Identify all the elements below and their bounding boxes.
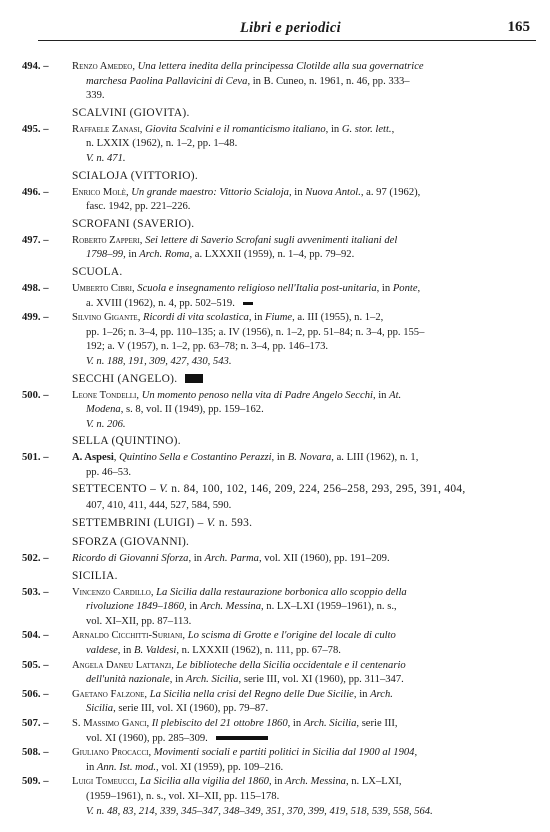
text-segment: , s. 8, vol. II (1949), pp. 159–162. [120, 404, 264, 416]
text-segment: Giovita Scalvini e il romanticismo italiano [145, 123, 326, 135]
text-segment: Lo scisma di Grotte e l'origine del locale di culto [187, 630, 396, 642]
entry-continuation [0, 297, 550, 312]
section-heading [0, 263, 550, 282]
running-title: Libri e periodici [240, 20, 341, 36]
text-segment: Sicilia [86, 703, 114, 715]
entry-number: 498. – [22, 282, 49, 294]
cross-reference [0, 418, 550, 433]
text-segment: , in [169, 674, 186, 686]
text-segment: Il plebiscito del 21 ottobre 1860 [151, 718, 288, 729]
entry-continuation [0, 200, 550, 215]
text-segment: n. 84, 100, 102, 146, 209, 224, 256–258, 293, 295, 391, 404, [168, 483, 466, 496]
entry-line [0, 717, 550, 732]
text-segment: SETTECENTO – [72, 483, 160, 496]
entry-number: 494. – [22, 61, 49, 72]
text-segment: Vincenzo Cardillo [72, 586, 151, 598]
entry-number: 502. – [22, 553, 49, 565]
text-segment: SCUOLA. [72, 265, 123, 278]
entry-continuation [0, 466, 550, 481]
entry-line [0, 389, 550, 404]
entry-line [0, 186, 550, 201]
text-segment: SETTEMBRINI (LUIGI) – [72, 517, 207, 530]
entry-line [0, 629, 550, 644]
text-segment: , serie III, vol. XI (1960), pp. 79–87. [113, 703, 269, 715]
text-segment: Arch. [370, 688, 393, 700]
text-segment: Un momento penoso nella vita di Padre Angelo Secchi [141, 389, 373, 401]
text-segment: , in [287, 718, 304, 729]
text-segment: La Sicilia nella crisi del Regno delle Due Sicilie [149, 688, 354, 700]
text-segment: Modena [86, 404, 121, 416]
text-segment: 339. [86, 90, 105, 102]
entry-line [0, 688, 550, 703]
ink-blot [216, 736, 268, 740]
text-segment: Arch. Parma [204, 553, 259, 565]
entry-continuation [0, 790, 550, 805]
text-segment: , serie III, [356, 718, 398, 729]
section-heading [0, 533, 550, 552]
text-segment: V. n. 206. [86, 418, 126, 430]
text-segment: , in [117, 645, 134, 657]
text-segment: pp. 1–26; n. 3–4, pp. 110–135; a. IV (1956), n. 1–2, pp. 51–84; n. 3–4, pp. 155– [86, 326, 425, 338]
text-segment: Arch. Roma [139, 249, 190, 261]
text-segment: La Sicilia dalla restaurazione borbonica allo scoppio della [156, 586, 407, 598]
entry-continuation [0, 615, 550, 630]
cross-reference [0, 152, 550, 167]
text-segment: Quintino Sella e Costantino Perazzi [119, 452, 272, 464]
text-segment: , in [184, 601, 201, 613]
text-segment: , n. LX–LXI (1959–1961), n. s., [261, 601, 397, 613]
entry-number: 504. – [22, 630, 49, 642]
text-segment: B. Novara [287, 452, 332, 464]
cross-reference [0, 355, 550, 370]
text-segment: a. XVIII (1962), n. 4, pp. 502–519. [86, 297, 235, 309]
text-segment: Silvino Gigante [72, 312, 138, 324]
text-segment: , serie III, vol. XI (1960), pp. 311–347. [238, 674, 404, 686]
entry-continuation [0, 702, 550, 717]
entry-continuation [0, 644, 550, 659]
text-segment: , a. 97 (1962), [360, 186, 421, 198]
bibliography-list [0, 60, 550, 819]
text-segment: , [134, 776, 140, 788]
text-segment: 1798–99 [86, 249, 124, 261]
text-segment: Giuliano Procacci [72, 747, 149, 759]
section-heading [0, 215, 550, 234]
text-segment: dell'unità nazionale [86, 674, 170, 686]
page-number: 165 [507, 19, 530, 35]
text-segment: Renzo Amedeo [72, 61, 133, 72]
text-segment: Ricordo di Giovanni Sforza [72, 553, 189, 565]
text-segment: A. Aspesi [72, 452, 114, 464]
text-segment: , [137, 312, 143, 324]
entry-continuation [0, 761, 550, 776]
text-segment: , in [325, 123, 342, 135]
text-segment: SECCHI (ANGELO). [72, 372, 178, 385]
entry-continuation [0, 600, 550, 615]
entry-continuation [0, 673, 550, 688]
section-heading [0, 432, 550, 451]
text-segment: B. Valdesi [133, 645, 177, 657]
text-segment: , in [372, 389, 390, 401]
text-segment: Nuova Antol. [305, 186, 361, 198]
text-segment: Luigi Tomeucci [72, 776, 135, 788]
text-segment: , n. LX–LXI, [345, 776, 402, 788]
text-segment: , [132, 61, 138, 72]
cross-reference [0, 805, 550, 820]
entry-number: 506. – [22, 688, 49, 700]
text-segment: Arch. Sicilia [303, 718, 357, 729]
text-segment: , in [268, 776, 286, 788]
entry-line [0, 552, 550, 567]
text-segment: , [391, 123, 395, 135]
text-segment: vol. XI–XII, pp. 87–113. [86, 615, 192, 627]
text-segment: , in [248, 312, 266, 324]
entry-number: 501. – [22, 452, 49, 464]
entry-continuation [0, 403, 550, 418]
text-segment: Gaetano Falzone [72, 688, 145, 700]
text-segment: Fiume [265, 312, 293, 324]
text-segment: , [139, 234, 146, 246]
entry-number: 500. – [22, 389, 49, 401]
text-segment: SCIALOJA (VITTORIO). [72, 169, 199, 182]
entry-line [0, 282, 550, 297]
text-segment: SCALVINI (GIOVITA). [72, 106, 190, 119]
entry-continuation [0, 326, 550, 341]
text-segment: (1959–1961), n. s., vol. XI–XII, pp. 115–178. [86, 790, 280, 802]
text-segment: Leone Tondelli [72, 389, 137, 401]
entry-continuation [0, 248, 550, 263]
text-segment: n. LXXIX (1962), n. 1–2, pp. 1–48. [86, 138, 238, 150]
text-segment: , a. LIII (1962), n. 1, [331, 452, 419, 464]
text-segment: Sei lettere di Saverio Scrofani sugli avvenimenti italiani del [145, 234, 398, 246]
entry-number: 508. – [22, 747, 49, 759]
entry-continuation [0, 732, 550, 747]
entry-line [0, 746, 550, 761]
text-segment: Angela Daneu Lattanzi [72, 659, 172, 671]
section-heading [0, 567, 550, 586]
entry-continuation [0, 89, 550, 104]
text-segment: , in [188, 553, 205, 565]
section-heading [0, 514, 550, 533]
text-segment: At. [389, 389, 402, 401]
text-segment: , in [123, 249, 140, 261]
text-segment: , a. LXXXII (1959), n. 1–4, pp. 79–92. [189, 249, 355, 261]
text-segment: SICILIA. [72, 569, 118, 582]
text-segment: Una lettera inedita della principessa Clotilde alla sua governatrice [137, 61, 424, 72]
text-segment: , [139, 123, 146, 135]
text-segment: , a. III (1955), n. 1–2, [292, 312, 384, 324]
text-segment: V. n. 48, 83, 214, 339, 345–347, 348–349, 351, 370, 399, 419, 518, 539, 558, 564. [86, 805, 433, 817]
text-segment: n. 593. [215, 517, 253, 530]
text-segment: , n. LXXXII (1962), n. 111, pp. 67–78. [176, 645, 341, 657]
text-segment: Arch. Messina [200, 601, 261, 613]
text-segment: Un grande maestro: Vittorio Scialoja [131, 186, 289, 198]
text-segment: S. Massimo Ganci [72, 718, 147, 729]
section-heading [0, 480, 550, 499]
entry-number: 496. – [22, 186, 49, 198]
text-segment: Enrico Molè [72, 186, 126, 198]
text-segment: V. [159, 483, 169, 496]
text-segment: V. [206, 517, 216, 530]
text-segment: Arch. Sicilia [185, 674, 239, 686]
entry-line [0, 60, 550, 75]
section-heading [0, 167, 550, 186]
running-header [38, 16, 536, 41]
text-segment: , [148, 747, 154, 759]
text-segment: , [150, 586, 157, 598]
text-segment: valdese [86, 645, 118, 657]
text-segment: Ponte [392, 282, 418, 294]
text-segment: , in [271, 452, 288, 464]
text-segment: , [132, 282, 138, 294]
text-segment: fasc. 1942, pp. 221–226. [86, 201, 191, 213]
entry-number: 509. – [22, 776, 49, 788]
entry-number: 507. – [22, 718, 49, 729]
entry-line [0, 451, 550, 466]
text-segment: , [144, 688, 150, 700]
text-segment: , in [353, 688, 371, 700]
text-segment: , [182, 630, 188, 642]
text-segment: , [414, 747, 418, 759]
text-segment: in [86, 761, 97, 773]
text-segment: Arnaldo Cicchitti-Suriani [72, 630, 183, 642]
entry-number: 495. – [22, 123, 49, 135]
ink-blot [243, 302, 253, 305]
text-segment: Raffaele Zanasi [72, 123, 140, 135]
ink-blot [185, 374, 203, 383]
text-segment: V. n. 471. [86, 152, 126, 164]
entry-line [0, 775, 550, 790]
text-segment: Le biblioteche della Sicilia occidentale e il centenario [176, 659, 406, 671]
text-segment: Umberto Cibri [72, 282, 132, 294]
text-segment: G. stor. lett. [341, 123, 392, 135]
text-segment: , in [288, 186, 306, 198]
text-segment: Ricordi di vita scolastica [143, 312, 249, 324]
entry-continuation [0, 340, 550, 355]
section-heading [0, 370, 550, 389]
text-segment: , [171, 659, 177, 671]
entry-number: 505. – [22, 659, 49, 671]
text-segment: La Sicilia alla vigilia del 1860 [139, 776, 269, 788]
text-segment: Movimenti sociali e partiti politici in Sicilia dal 1900 al 1904 [153, 747, 415, 759]
entry-line [0, 311, 550, 326]
text-segment: 192; a. V (1957), n. 1–2, pp. 63–78; n. 3–4, pp. 146–173. [86, 341, 329, 353]
text-segment: , in B. Cuneo, n. 1961, n. 46, pp. 333– [247, 75, 410, 87]
text-segment: SFORZA (GIOVANNI). [72, 536, 190, 549]
text-segment: Roberto Zapperi [72, 234, 140, 246]
text-segment: vol. XI (1960), pp. 285–309. [86, 732, 208, 744]
text-segment: Arch. Messina [285, 776, 346, 788]
text-segment: Scuola e insegnamento religioso nell'Italia post-unitaria [137, 282, 377, 294]
text-segment: Ann. Ist. mod. [96, 761, 157, 773]
text-segment: SCROFANI (SAVERIO). [72, 217, 195, 230]
text-segment: , vol. XI (1959), pp. 109–216. [156, 761, 284, 773]
text-segment: , [136, 389, 142, 401]
text-segment: , vol. XII (1960), pp. 191–209. [258, 553, 390, 565]
text-segment: SELLA (QUINTINO). [72, 435, 181, 448]
text-segment: marchesa Paolina Pallavicini di Ceva [86, 75, 248, 87]
text-segment: 407, 410, 411, 444, 527, 584, 590. [86, 500, 232, 512]
entry-number: 499. – [22, 312, 49, 324]
text-segment: rivoluzione 1849–1860 [86, 601, 184, 613]
text-segment: , [146, 718, 152, 729]
entry-line [0, 234, 550, 249]
text-segment: , [417, 282, 421, 294]
text-segment: , [125, 186, 132, 198]
entry-number: 503. – [22, 586, 49, 598]
entry-line [0, 659, 550, 674]
entry-line [0, 123, 550, 138]
text-segment: pp. 46–53. [86, 466, 132, 478]
section-heading [0, 104, 550, 123]
entry-number: 497. – [22, 234, 49, 246]
text-segment: , in [376, 282, 393, 294]
text-segment: , [113, 452, 120, 464]
entry-continuation [0, 137, 550, 152]
entry-continuation [0, 499, 550, 514]
entry-line [0, 586, 550, 601]
entry-continuation [0, 75, 550, 90]
text-segment: V. n. 188, 191, 309, 427, 430, 543. [86, 355, 232, 367]
